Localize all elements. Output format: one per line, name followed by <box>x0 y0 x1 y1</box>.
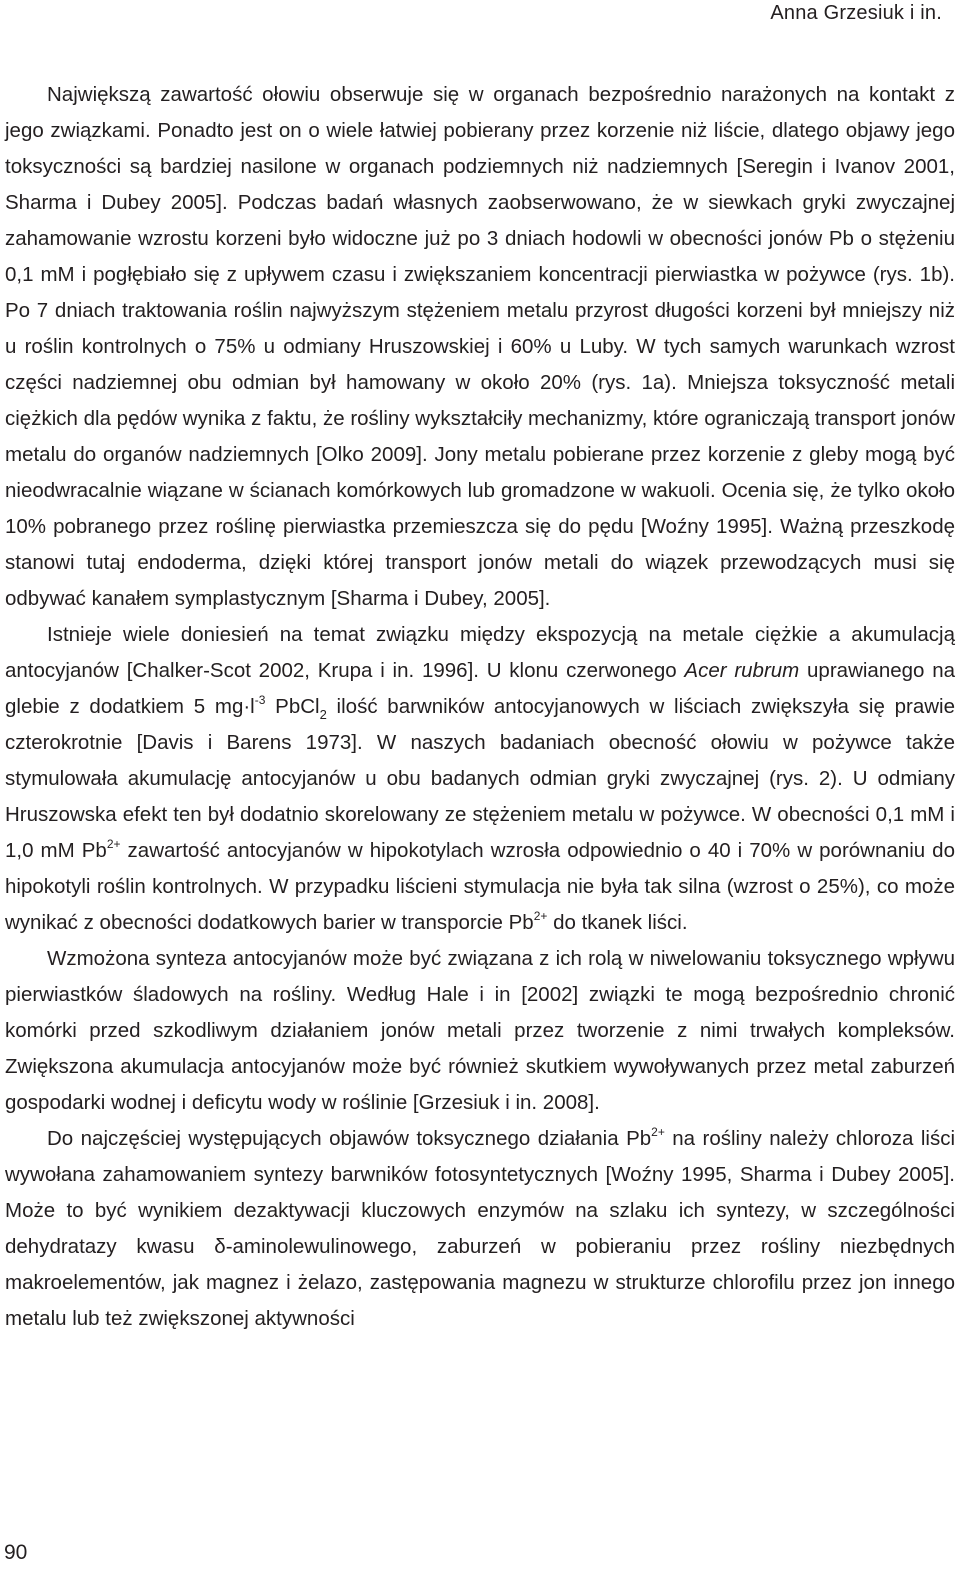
text-run: zawartość antocyjanów w hipokotylach wzrosła odpowiednio o 40 i 70% w porównaniu do hipokotyli roślin kontrolnych. W przypadku liścieni stymulacja nie była tak silna (wzrost o 25%), co może wynikać z obecności dodatkowych barier w transporcie Pb <box>5 839 955 934</box>
paragraph-chlorosis <box>5 1121 955 1337</box>
text-run: do tkanek liści. <box>547 911 688 934</box>
superscript: 2+ <box>533 909 548 923</box>
text-run: na rośliny należy chloroza liści wywołana zahamowaniem syntezy barwników fotosyntetycznych [Woźny 1995, Sharma i Dubey 2005]. Może to być wynikiem dezaktywacji kluczowych enzymów na szlaku ich syntezy, w szczególności dehydratazy kwasu δ-aminolewulinowego, zaburzeń w pobieraniu przez rośliny niezbędnych makroelementów, jak magnez i żelazo, zastępowania magnezu w strukturze chlorofilu przez jon innego metalu lub też zwiększonej aktywności <box>5 1127 955 1330</box>
page-number: 90 <box>4 1541 28 1564</box>
superscript: 2+ <box>651 1125 665 1139</box>
superscript: 2+ <box>106 837 121 851</box>
paragraph-synthesis: Wzmożona synteza antocyjanów może być związana z ich rolą w niwelowaniu toksycznego wpływu pierwiastków śladowych na rośliny. Według Hale i in [2002] związki te mogą bezpośrednio chronić komórki przed szkodliwym działaniem jonów metali przez tworzenie z nimi trwałych kompleksów. Zwiększona akumulacja antocyjanów może być również skutkiem wywoływanych przez metal zaburzeń gospodarki wodnej i deficytu wody w roślinie [Grzesiuk i in. 2008]. <box>5 947 955 1114</box>
text-run: Istnieje wiele doniesień na temat związku między ekspozycją na metale ciężkie a akumulacją antocyjanów [Chalker-Scot 2002, Krupa i in. 1996]. U klonu czerwonego <box>5 623 955 682</box>
running-header: Anna Grzesiuk i in. <box>770 2 942 24</box>
text-run: ilość barwników antocyjanowych w liściach zwiększyła się prawie czterokrotnie [Davis i Barens 1973]. W naszych badaniach obecność ołowiu w pożywce także stymulowała akumulację antocyjanów u obu badanych odmian gryki zwyczajnej (rys. 2). U odmiany Hruszowska efekt ten był dodatnio skorelowany ze stężeniem metalu w pożywce. W obecności 0,1 mM i 1,0 mM Pb <box>5 695 955 862</box>
article-body <box>5 77 955 1337</box>
text-run: PbCl <box>265 695 320 718</box>
text-run: Do najczęściej występujących objawów toksycznego działania Pb <box>47 1127 652 1150</box>
subscript: 2 <box>319 707 327 722</box>
text-run: uprawianego na glebie z dodatkiem 5 mg·l <box>5 659 956 718</box>
superscript: -3 <box>254 693 266 707</box>
paragraph-anthocyanins <box>5 617 955 941</box>
paragraph-lead-toxicity: Największą zawartość ołowiu obserwuje się w organach bezpośrednio narażonych na kontakt z jego związkami. Ponadto jest on o wiele łatwiej pobierany przez korzenie niż liście, dlatego objawy jego toksyczności są bardziej nasilone w organach podziemnych niż nadziemnych [Seregin i Ivanov 2001, Sharma i Dubey 2005]. Podczas badań własnych zaobserwowano, że w siewkach gryki zwyczajnej zahamowanie wzrostu korzeni było widoczne już po 3 dniach hodowli w obecności jonów Pb o stężeniu 0,1 mM i pogłębiało się z upływem czasu i zwiększaniem koncentracji pierwiastka w pożywce (rys. 1b). Po 7 dniach traktowania roślin najwyższym stężeniem metalu przyrost długości korzeni był mniejszy niż u roślin kontrolnych o 75% u odmiany Hruszowskiej i 60% u Luby. W tych samych warunkach wzrost części nadziemnej obu odmian był hamowany w około 20% (rys. 1a). Mniejsza toksyczność metali ciężkich dla pędów wynika z faktu, że rośliny wykształciły mechanizmy, które ograniczają transport jonów metalu do organów nadziemnych [Olko 2009]. Jony metalu pobierane przez korzenie z gleby mogą być nieodwracalnie wiązane w ścianach komórkowych lub gromadzone w wakuoli. Ocenia się, że tylko około 10% pobranego przez roślinę pierwiastka przemieszcza się do pędu [Woźny 1995]. Ważną przeszkodę stanowi tutaj endoderma, dzięki której transport jonów metali do wiązek przewodzących musi się odbywać kanałem symplastycznym [Sharma i Dubey, 2005]. <box>5 83 955 610</box>
species-name: Acer rubrum <box>684 659 800 682</box>
